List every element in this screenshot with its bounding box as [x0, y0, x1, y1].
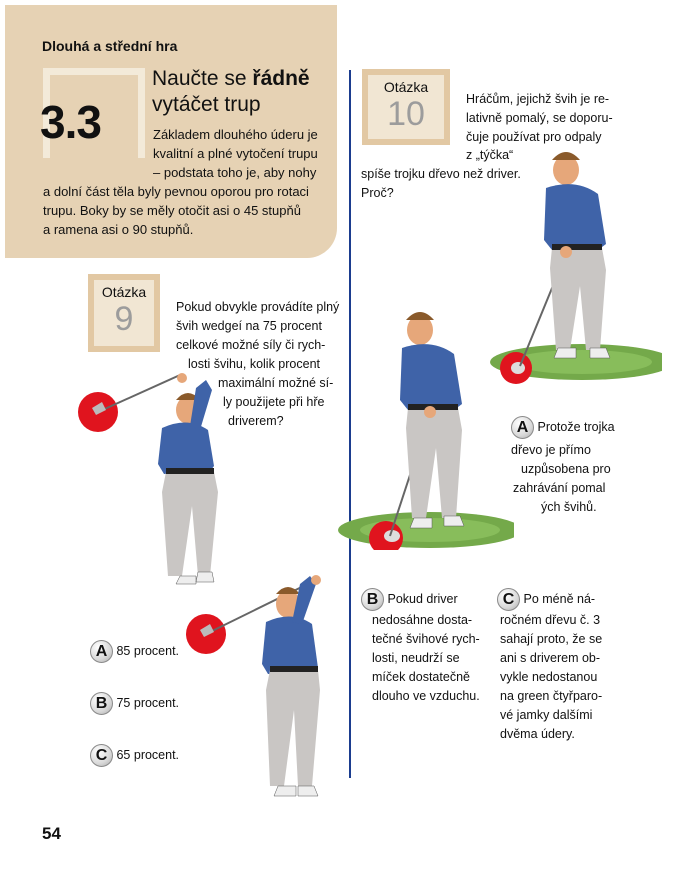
page-number: 54 [42, 824, 61, 843]
question-10-line: čuje používat pro odpaly [466, 130, 602, 144]
tip-body-line: a dolní část těla byly pevnou oporou pro rotaci [43, 184, 309, 199]
option-letter-a: A [90, 640, 113, 663]
question-9-line: driverem? [228, 414, 284, 428]
question-9-line: švih wedgeí na 75 procent [176, 319, 322, 333]
question-label: Otázka [383, 79, 429, 95]
answer-line: nedosáhne dosta- [372, 613, 473, 627]
question-number: 9 [114, 300, 134, 338]
option-a[interactable] [90, 640, 179, 663]
answer-line: na green čtyřparo- [500, 689, 603, 703]
tip-body-line: a ramena asi o 90 stupňů. [43, 222, 194, 237]
answer-line: vé jamky dalšími [500, 708, 593, 722]
tip-title-part: Naučte se [152, 67, 253, 90]
option-c[interactable] [90, 744, 179, 767]
option-letter-b: B [90, 692, 113, 715]
answer-line: sahají proto, že se [500, 632, 603, 646]
answer-c [497, 588, 595, 611]
answer-line: míček dostatečně [372, 670, 470, 684]
question-9-line: celkové možné síly či rych- [176, 338, 326, 352]
answer-b [361, 588, 458, 611]
answer-a [511, 416, 615, 439]
option-letter-c: C [90, 744, 113, 767]
question-9-box [88, 274, 160, 352]
answer-line: dvěma údery. [500, 727, 575, 741]
section-title: Dlouhá a střední hra [42, 38, 178, 54]
question-number: 10 [387, 95, 425, 133]
tip-body-line: kvalitní a plné vytočení trupu [153, 146, 318, 161]
tip-number: 3.3 [40, 96, 101, 148]
question-label: Otázka [101, 284, 147, 300]
tip-title-line2: vytáčet trup [152, 93, 261, 116]
question-9-line: losti švihu, kolik procent [188, 357, 321, 371]
question-10-line: Hráčům, jejichž švih je re- [466, 92, 610, 106]
tip-body-line: – podstata toho je, aby nohy [153, 165, 317, 180]
answer-line: ročném dřevu č. 3 [500, 613, 601, 627]
answer-line: zahrávání pomal [513, 481, 606, 495]
answer-line: ých švihů. [541, 500, 597, 514]
question-9-line: Pokud obvykle provádíte plný [176, 300, 340, 314]
question-9-line: ly použijete při hře [223, 395, 325, 409]
answer-line: Pokud driver [387, 591, 458, 606]
answer-line: ani s driverem ob- [500, 651, 601, 665]
answer-line: Protože trojka [537, 419, 615, 434]
answer-line: tečné švihové rych- [372, 632, 480, 646]
question-10-box [362, 69, 450, 145]
question-10-line: Proč? [361, 186, 394, 200]
answer-line: losti, neudrží se [372, 651, 460, 665]
option-b[interactable] [90, 692, 179, 715]
tip-title-bold: řádně [252, 67, 310, 90]
option-a-text: 85 procent. [116, 643, 180, 658]
golfer-address-illustration [486, 148, 662, 388]
option-b-text: 75 procent. [116, 695, 180, 710]
golfer-backswing-illustration [180, 566, 340, 806]
answer-line: uzpůsobena pro [521, 462, 611, 476]
answer-letter-c: C [497, 588, 520, 611]
answer-line: Po méně ná- [523, 591, 596, 606]
tip-body-line: Základem dlouhého úderu je [153, 127, 318, 142]
question-10-line: spíše trojku dřevo než driver. [361, 167, 521, 181]
question-9-line: maximální možné sí- [218, 376, 334, 390]
answer-line: vykle nedostanou [500, 670, 598, 684]
question-10-line: z „týčka“ [466, 148, 514, 162]
answer-letter-b: B [361, 588, 384, 611]
tip-title [152, 66, 310, 118]
option-c-text: 65 procent. [116, 747, 180, 762]
question-10-line: lativně pomalý, se doporu- [466, 111, 613, 125]
answer-line: dřevo je přímo [511, 443, 591, 457]
answer-letter-a: A [511, 416, 534, 439]
tip-body-line: trupu. Boky by se měly otočit asi o 45 stupňů [43, 203, 301, 218]
golfer-backswing-illustration [70, 360, 230, 590]
answer-line: dlouho ve vzduchu. [372, 689, 480, 703]
